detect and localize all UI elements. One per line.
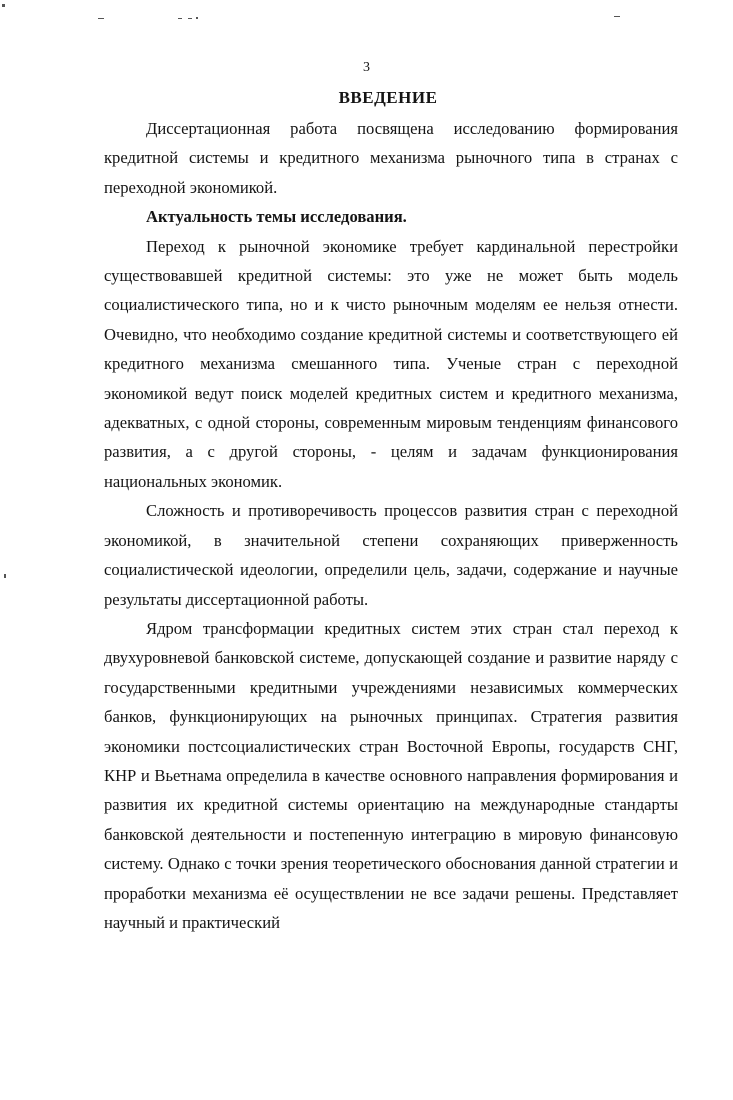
page-number: 3 xyxy=(363,60,370,75)
body-paragraph: Ядром трансформации кредитных систем этих стран стал переход к двухуровневой банковской системе, допускающей создание и развитие наряду с государственными кредитными учреждениями независимых коммерческих банков, функционирующих на рыночных принципах. Стратегия развития экономики постсоциалистических стран Восточной Европы, государств СНГ, КНР и Вьетнама определила в качестве основного направления формирования и развития их кредитной системы ориентацию на международные стандарты банковской деятельности и постепенную интеграцию в мировую финансовую систему. Однако с точки зрения теоретического обоснования данной стратегии и проработки механизма её осуществлении не все задачи решены. Представляет научный и практический xyxy=(104,618,678,932)
scan-mark xyxy=(178,18,182,19)
body-paragraph: Сложность и противоречивость процессов развития стран с переходной экономикой, в значительной степени сохраняющих приверженность социалистической идеологии, определили цель, задачи, содержание и научные результаты диссертационной работы. xyxy=(104,501,678,609)
body-paragraph: Переход к рыночной экономике требует кардинальной перестройки существовавшей кредитной системы: это уже не может быть модель социалистического типа, но и к чисто рыночным моделям ее нельзя отнести. Очевидно, что необходимо создание кредитной системы и соответствующего ей кредитного механизма смешанного типа. Ученые стран с переходной экономикой ведут поиск моделей кредитных систем и кредитного механизма, адекватных, с одной стороны, современным мировым тенденциям финансового развития, а с другой стороны, - целям и задачам функционирования национальных экономик. xyxy=(104,236,678,491)
intro-paragraph: Диссертационная работа посвящена исследованию формирования кредитной системы и кредитного механизма рыночного типа в странах с переходной экономикой. xyxy=(104,119,678,197)
scan-mark xyxy=(614,16,620,17)
scan-mark xyxy=(4,574,6,578)
scan-mark xyxy=(188,18,192,19)
section-subheading: Актуальность темы исследования. xyxy=(146,207,407,227)
scan-mark xyxy=(2,4,5,7)
scan-mark xyxy=(98,18,104,19)
scan-mark xyxy=(196,17,198,19)
page-title: ВВЕДЕНИЕ xyxy=(338,88,438,107)
document-body xyxy=(104,114,678,937)
